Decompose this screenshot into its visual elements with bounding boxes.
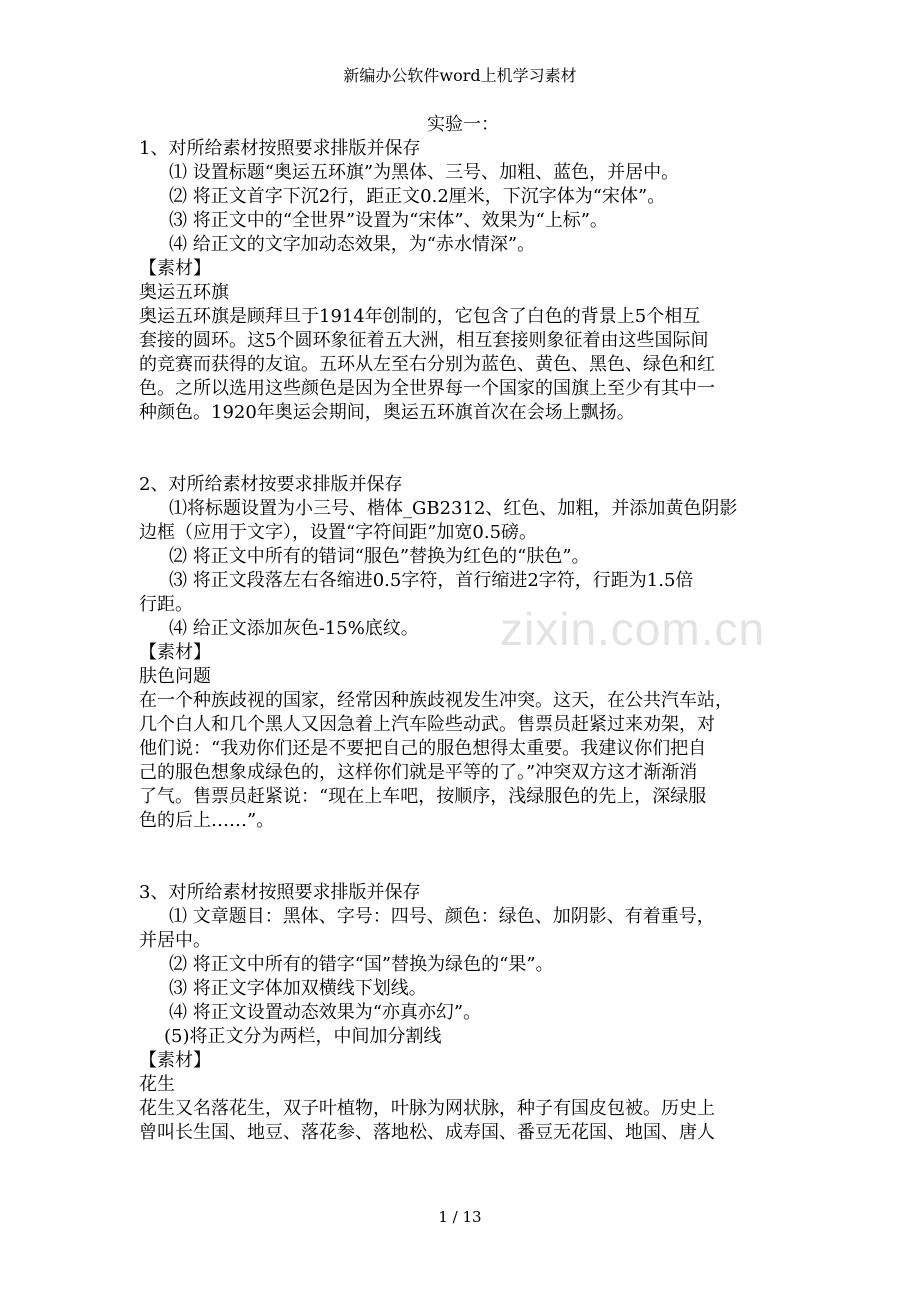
section-1-body-line: 色。之所以选用这些颜色是因为全世界每一个国家的国旗上至少有其中一: [139, 378, 715, 399]
experiment-title: 实验一：: [427, 114, 499, 135]
section-3-body-line: 曾叫长生国、地豆、落花参、落地松、成寿国、番豆无花国、地国、唐人: [139, 1122, 715, 1143]
section-2-material-label: 【素材】: [139, 642, 211, 663]
section-1-requirement: ⑵ 将正文首字下沉2行，距正文0.2厘米，下沉字体为“宋体”。: [169, 186, 666, 207]
section-3-requirement: ⑵ 将正文中所有的错字“国”替换为绿色的“果”。: [169, 954, 554, 975]
page-header: 新编办公软件word上机学习素材: [343, 66, 577, 85]
section-3-body-line: 花生又名落花生，双子叶植物，叶脉为网状脉，种子有国皮包被。历史上: [139, 1098, 715, 1119]
section-1-body-line: 种颜色。1920年奥运会期间，奥运五环旗首次在会场上飘扬。: [139, 402, 635, 423]
section-3-requirement: (5)将正文分为两栏，中间加分割线: [164, 1026, 442, 1047]
section-spacer: [139, 425, 787, 473]
section-3-material-label: 【素材】: [139, 1050, 211, 1071]
section-1-body-line: 套接的圆环。这5个圆环象征着五大洲，相互套接则象征着由这些国际间: [139, 330, 709, 351]
section-2-requirement: ⑴将标题设置为小三号、楷体_GB2312、红色、加粗，并添加黄色阴影: [169, 498, 738, 519]
section-spacer: [139, 833, 787, 881]
section-2-requirement-continuation: 边框（应用于文字），设置“字符间距”加宽0.5磅。: [139, 522, 538, 543]
section-2-body-line: 他们说：“我劝你们还是不要把自己的服色想得太重要。我建议你们把自: [139, 738, 707, 759]
section-2-requirement-continuation: 行距。: [139, 594, 193, 615]
section-3-requirement-continuation: 并居中。: [139, 930, 211, 951]
section-1-body-line: 的竞赛而获得的友谊。五环从左至右分别为蓝色、黄色、黑色、绿色和红: [139, 354, 715, 375]
page-number: 1 / 13: [438, 1208, 482, 1226]
section-2-requirement: ⑵ 将正文中所有的错词“服色”替换为红色的“肤色”。: [169, 546, 590, 567]
section-2-requirement: ⑷ 给正文添加灰色-15%底纹。: [169, 618, 419, 639]
section-3-requirement: ⑶ 将正文字体加双横线下划线。: [169, 978, 427, 999]
section-2-heading: 2、对所给素材按要求排版并保存: [139, 474, 403, 495]
section-2-body-line: 色的后上……”。: [139, 810, 275, 831]
section-3-heading: 3、对所给素材按照要求排版并保存: [139, 882, 421, 903]
section-3-requirement: ⑴ 文章题目：黑体、字号：四号、颜色：绿色、加阴影、有着重号，: [169, 906, 715, 927]
section-1-article-title: 奥运五环旗: [139, 282, 229, 303]
section-3-article-title: 花生: [139, 1074, 175, 1095]
section-1-heading: 1、对所给素材按照要求排版并保存: [139, 138, 421, 159]
section-2-requirement: ⑶ 将正文段落左右各缩进0.5字符，首行缩进2字符，行距为1.5倍: [169, 570, 694, 591]
section-3-requirement: ⑷ 将正文设置动态效果为“亦真亦幻”。: [169, 1002, 482, 1023]
section-2-article-title: 肤色问题: [139, 666, 211, 687]
section-1-body-line: 奥运五环旗是顾拜旦于1914年创制的，它包含了白色的背景上5个相互: [139, 306, 701, 327]
section-2-body-line: 几个白人和几个黑人又因急着上汽车险些动武。售票员赶紧过来劝架，对: [139, 714, 715, 735]
watermark: zixin.com.cn: [500, 603, 766, 655]
section-1-requirement: ⑷ 给正文的文字加动态效果，为“赤水情深”。: [169, 234, 536, 255]
section-2-body-line: 己的服色想象成绿色的，这样你们就是平等的了。”冲突双方这才渐渐消: [139, 762, 698, 783]
section-1-requirement: ⑴ 设置标题“奥运五环旗”为黑体、三号、加粗、蓝色，并居中。: [169, 162, 680, 183]
section-2-body-line: 了气。售票员赶紧说：“现在上车吧，按顺序，浅绿服色的先上，深绿服: [139, 786, 707, 807]
section-2-body-line: 在一个种族歧视的国家，经常因种族歧视发生冲突。这天，在公共汽车站，: [139, 690, 733, 711]
section-1-requirement: ⑶ 将正文中的“全世界”设置为“宋体”、效果为“上标”。: [169, 210, 608, 231]
section-1-material-label: 【素材】: [139, 258, 211, 279]
